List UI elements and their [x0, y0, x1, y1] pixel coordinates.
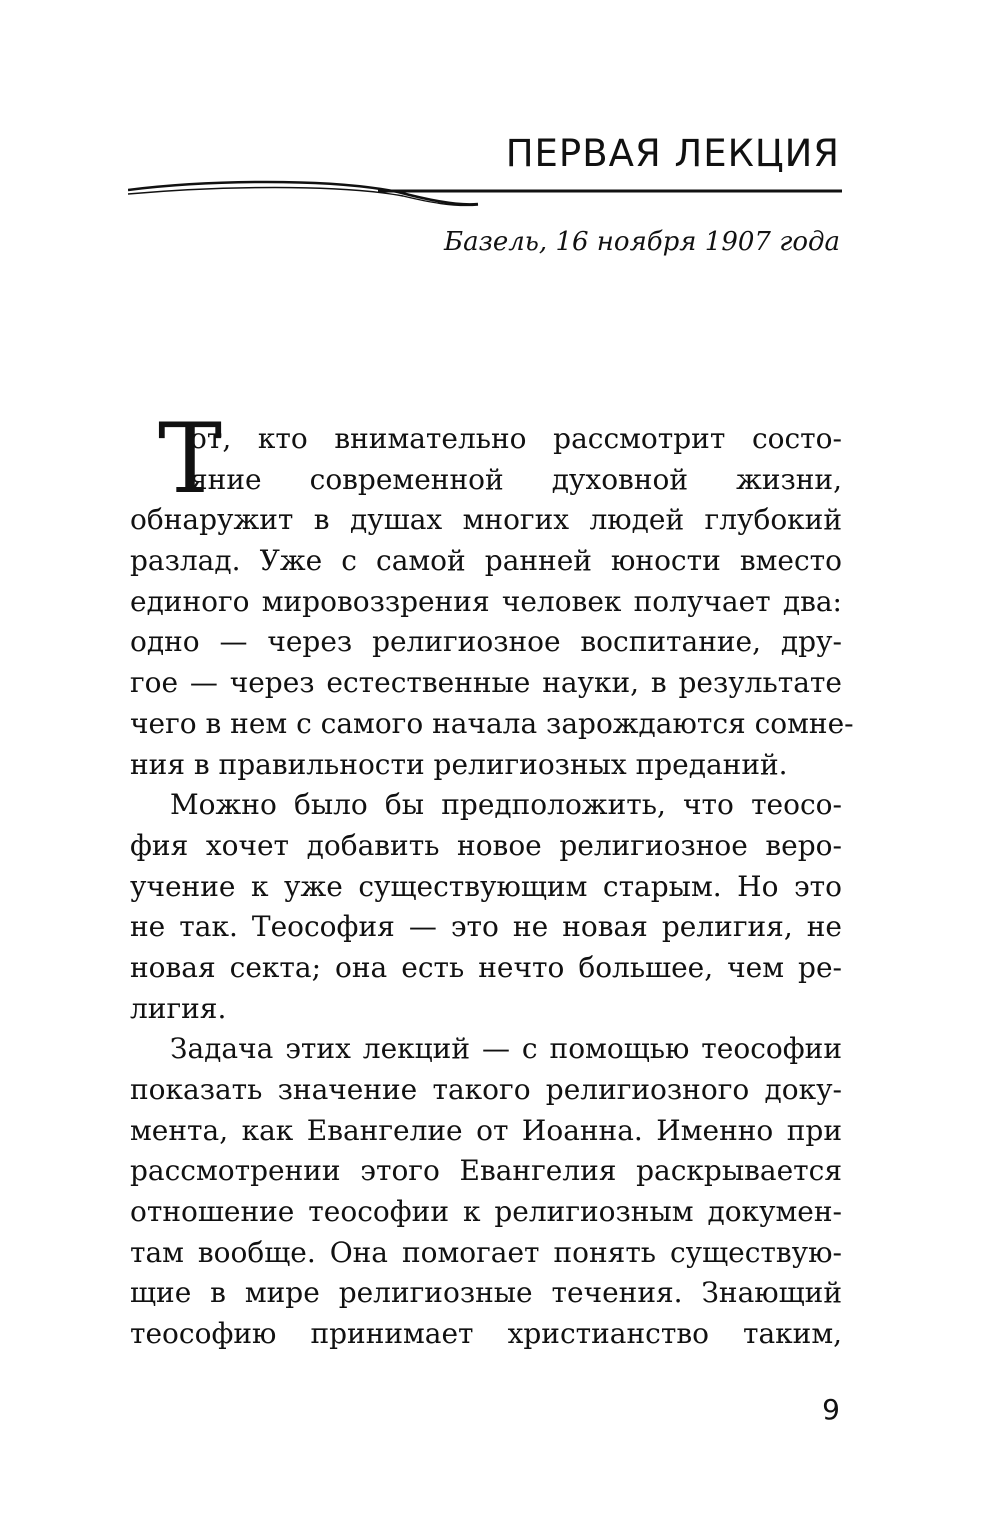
text-line: от, кто внимательно рассмотрит состо- [190, 422, 842, 455]
text-line: мента, как Евангелие от Иоанна. Именно при [130, 1113, 842, 1147]
text-line: Задача этих лекций — с помощью теософии [170, 1032, 842, 1066]
text-line: ния в правильности религиозных преданий. [130, 747, 788, 781]
text-line: новая секта; она есть нечто большее, чем ре- [130, 950, 842, 984]
lecture-dateline: Базель, 16 ноября 1907 года [444, 227, 840, 257]
text-line: Можно было бы предположить, что теосо- [170, 788, 842, 822]
text-line: не так. Теософия — это не новая религия, не [130, 910, 842, 944]
text-line: гое — через естественные науки, в результате [130, 666, 842, 700]
text-line: разлад. Уже с самой ранней юности вместо [130, 544, 842, 578]
text-line: рассмотрении этого Евангелия раскрывается [130, 1154, 842, 1188]
text-line: учение к уже существующим старым. Но это [130, 869, 842, 903]
text-line: чего в нем с самого начала зарождаются сомне- [130, 706, 854, 740]
chapter-title: ПЕРВАЯ ЛЕКЦИЯ [505, 132, 840, 175]
text-line: там вообще. Она помогает понять существую- [130, 1235, 842, 1269]
text-line: фия хочет добавить новое религиозное веро- [130, 828, 842, 862]
text-line: щие в мире религиозные течения. Знающий [130, 1276, 842, 1310]
text-line: показать значение такого религиозного доку- [130, 1073, 842, 1106]
text-line: обнаружит в душах многих людей глубокий [130, 503, 842, 537]
text-line: теософию принимает христианство таким, [130, 1317, 842, 1351]
text-line: лигия. [130, 991, 227, 1025]
lecture-text [130, 403, 854, 1355]
text-line: одно — через религиозное воспитание, дру- [130, 625, 842, 659]
page-number: 9 [822, 1393, 840, 1426]
text-line: яние современной духовной жизни, [190, 462, 842, 496]
text-line: отношение теософии к религиозным докумен- [130, 1195, 842, 1229]
drop-cap: Т [158, 403, 223, 515]
title-ornament-rule [128, 176, 842, 210]
text-line: единого мировоззрения человек получает два: [130, 584, 842, 618]
